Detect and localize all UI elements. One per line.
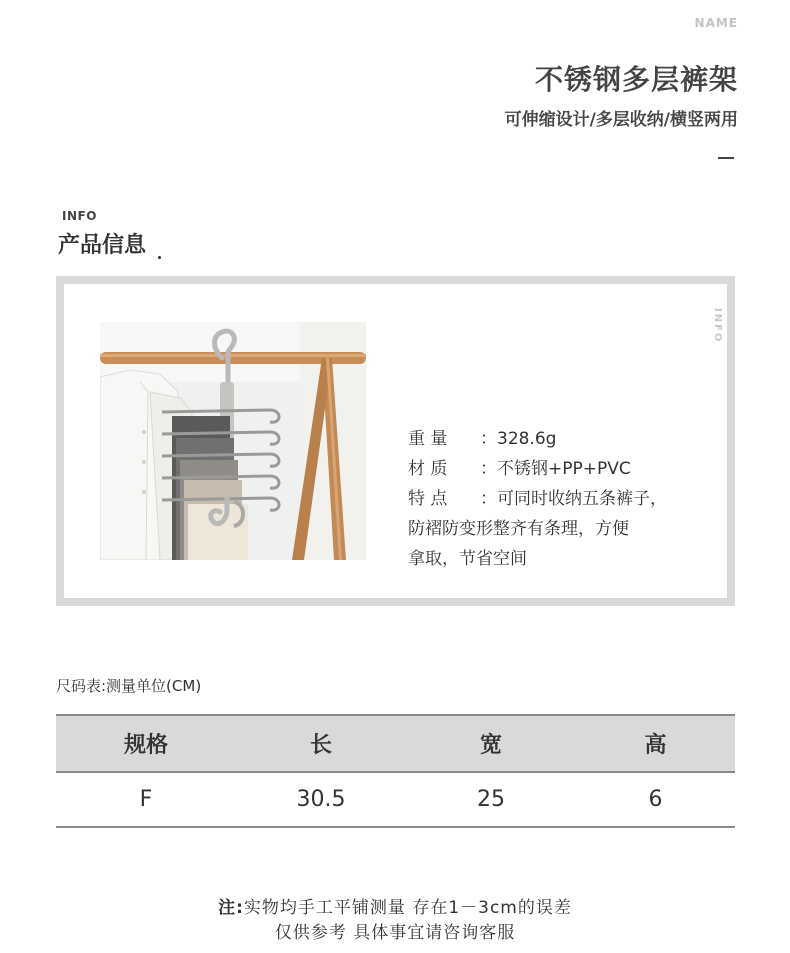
- size-table-header-row: [56, 715, 735, 772]
- spec-value: 不锈钢+PP+PVC: [497, 459, 631, 479]
- cell-length: 30.5: [236, 772, 406, 827]
- footer-note-line-2: 仅供参考 具体事宜请咨询客服: [274, 923, 516, 943]
- name-tag: NAME: [694, 16, 738, 30]
- pants-hanger-illustration: [100, 322, 366, 560]
- spec-row-material: 材 质 ：不锈钢+PP+PVC: [408, 454, 708, 484]
- spec-row-weight: 重 量 ：328.6g: [408, 424, 708, 454]
- info-dot: [158, 256, 161, 259]
- spec-value: 328.6g: [497, 429, 557, 449]
- footer-note-line-1: [0, 896, 790, 921]
- cell-spec: F: [56, 772, 236, 827]
- table-row: [56, 772, 735, 827]
- header-cell-spec: 规格: [56, 715, 236, 772]
- spec-value: 可同时收纳五条裤子，: [497, 489, 667, 509]
- spec-list: [408, 424, 708, 574]
- spec-row-feature: 特 点 ：可同时收纳五条裤子，: [408, 484, 708, 514]
- cell-width: 25: [406, 772, 576, 827]
- info-frame: [56, 276, 735, 606]
- spec-key: 材 质: [408, 459, 448, 479]
- frame-vertical-label: INFO: [712, 308, 723, 344]
- header-cell-length: 长: [236, 715, 406, 772]
- footer-note-prefix: 注:: [218, 898, 244, 918]
- header-cell-width: 宽: [406, 715, 576, 772]
- info-label-en: INFO: [62, 209, 97, 223]
- spec-key: 特 点: [408, 489, 448, 509]
- title-dash: [718, 157, 734, 159]
- product-photo: [100, 322, 366, 560]
- header-cell-height: 高: [576, 715, 735, 772]
- cell-height: 6: [576, 772, 735, 827]
- spec-key: 重 量: [408, 429, 448, 449]
- footer-note-text-1: 实物均手工平铺测量 存在1－3cm的误差: [243, 898, 572, 918]
- product-title: 不锈钢多层裤架: [534, 63, 738, 96]
- footer-note: [0, 896, 790, 946]
- size-table: [56, 714, 735, 828]
- size-chart-caption: 尺码表:测量单位(CM): [56, 677, 202, 695]
- spec-feature-cont-2: 拿取，节省空间: [408, 549, 527, 569]
- info-label-cn: 产品信息: [58, 233, 147, 258]
- product-subtitle: 可伸缩设计/多层收纳/横竖两用: [504, 110, 738, 130]
- spec-feature-cont-1: 防褶防变形整齐有条理，方便: [408, 519, 629, 539]
